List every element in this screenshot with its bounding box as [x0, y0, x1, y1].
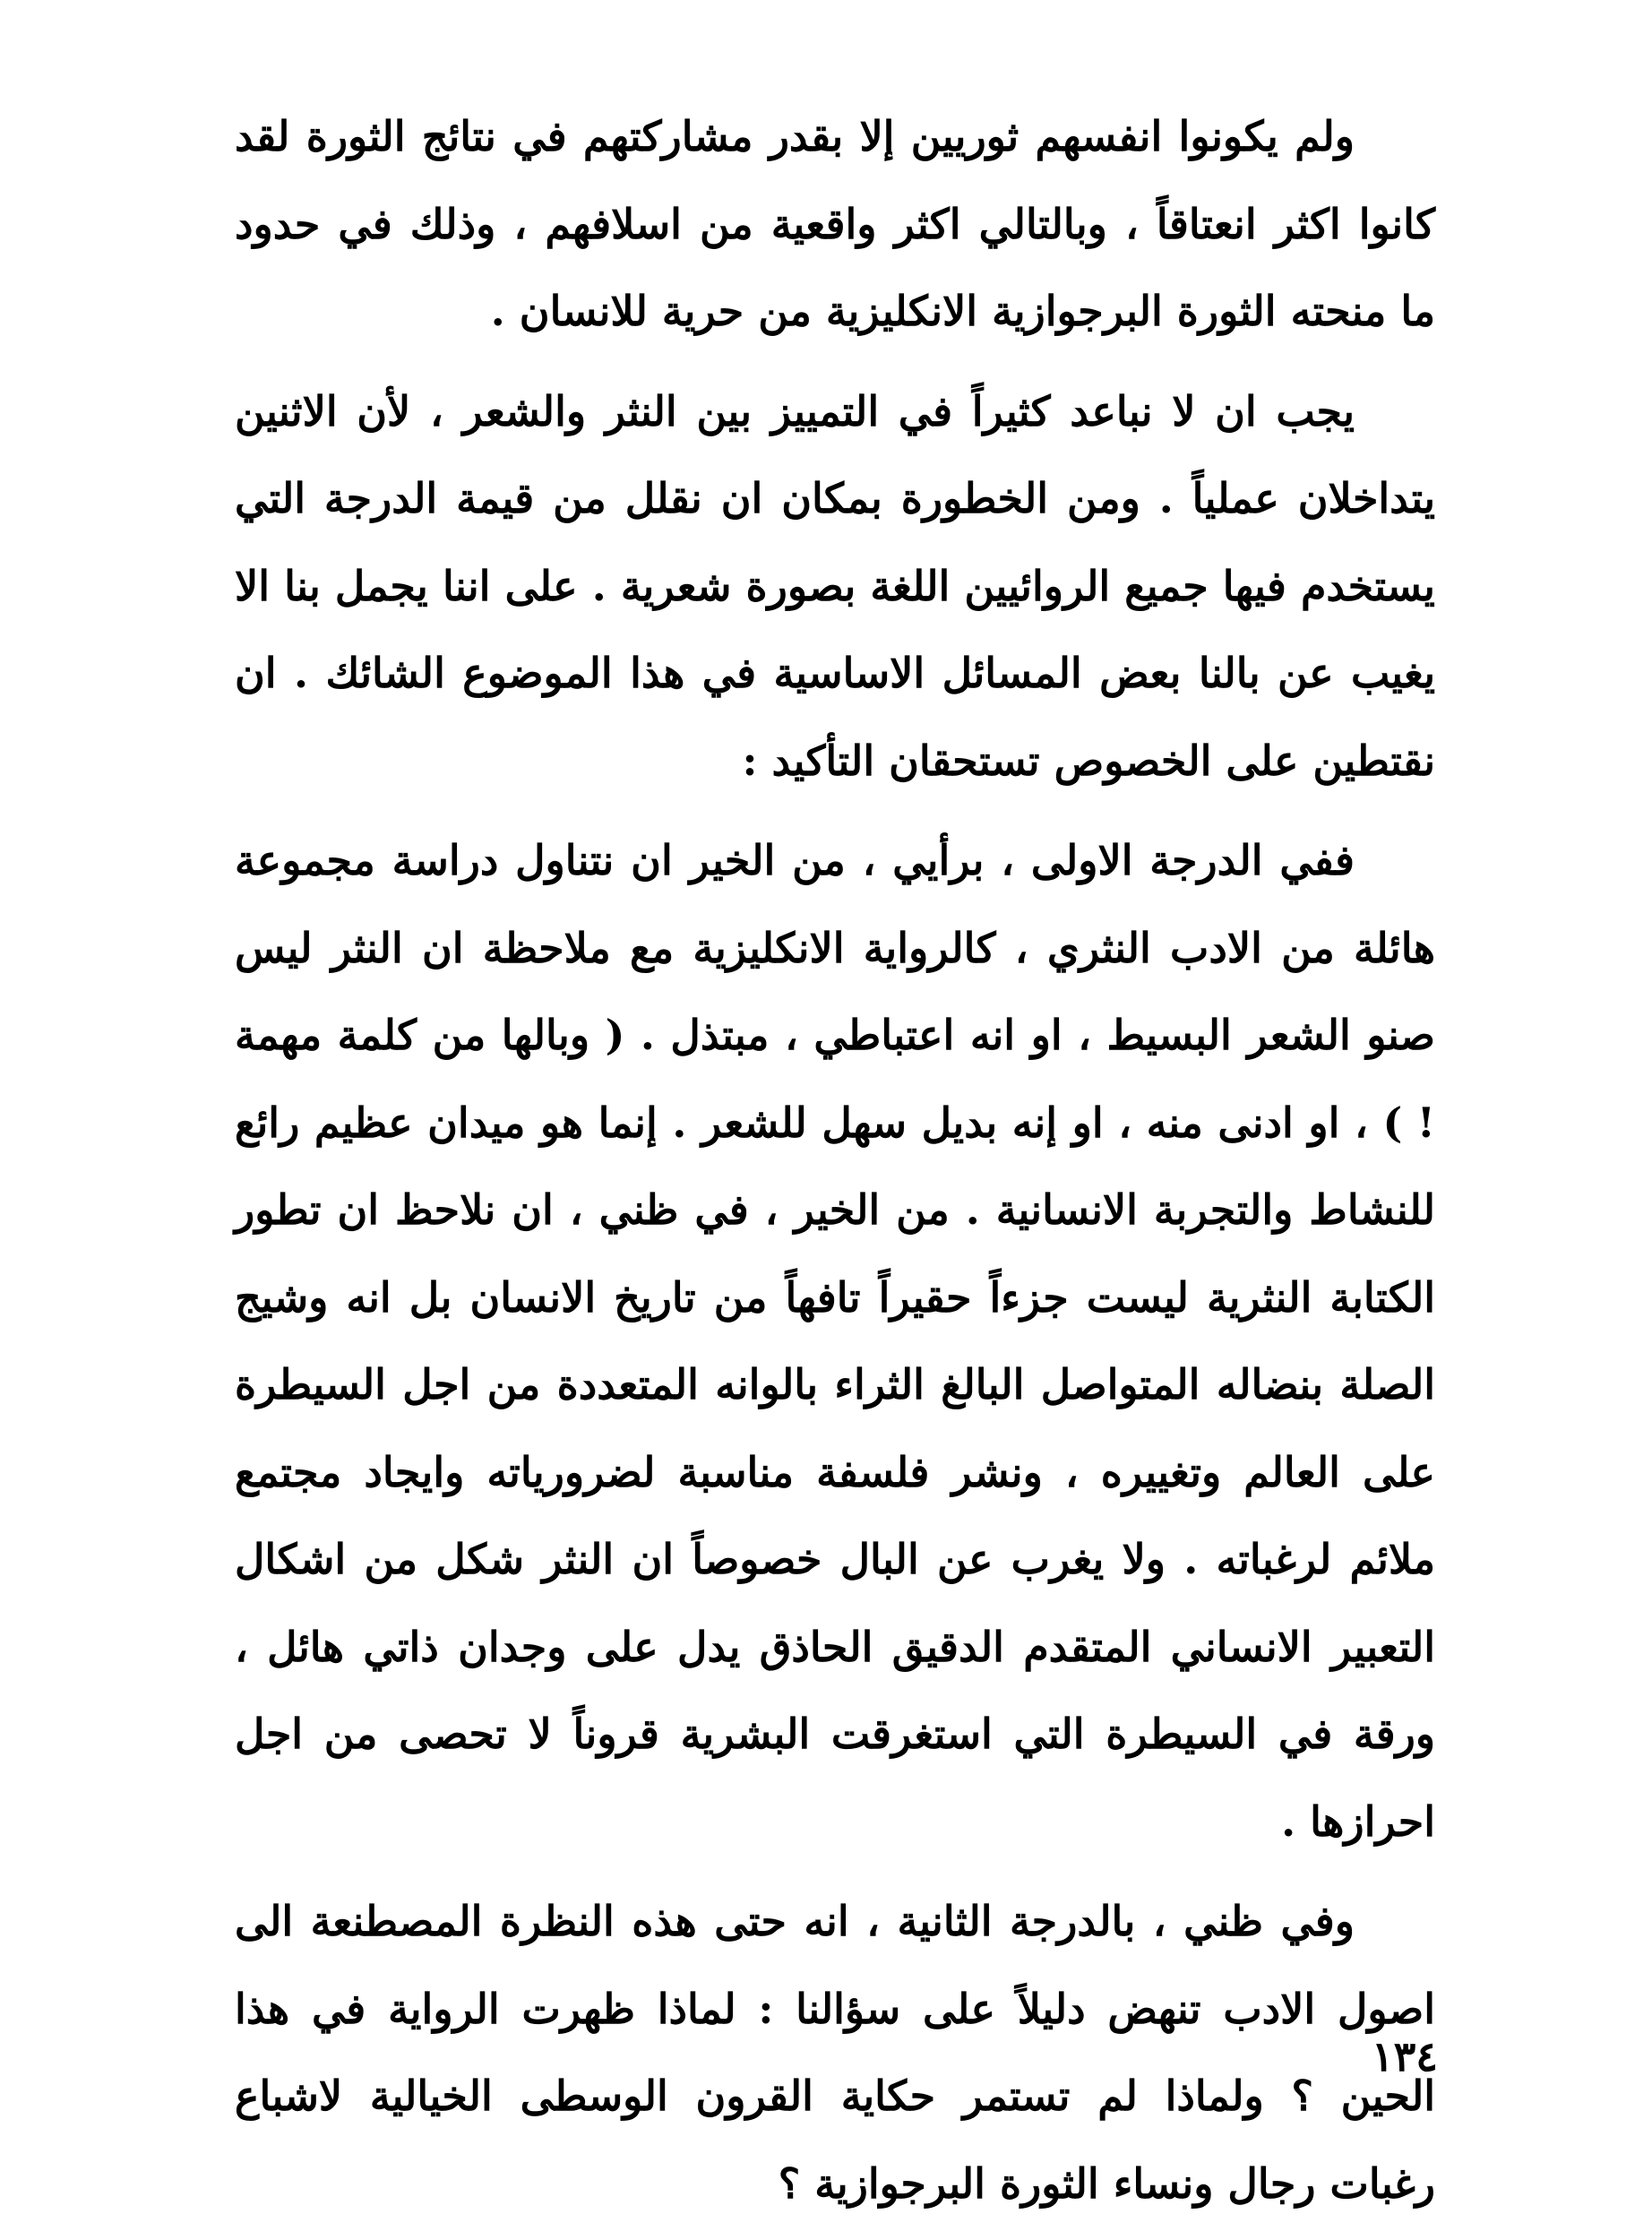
- paragraph-2: يجب ان لا نباعد كثيراً في التمييز بين النثر والشعر ، لأن الاثنين يتداخلان عملياً . ومن الخطورة بمكان ان نقلل من قيمة الدرجة التي يستخدم فيها جميع الروائيين اللغة بصورة شعرية . على اننا يجمل بنا الا يغيب عن بالنا بعض المسائل الاساسية في هذا الموضوع الشائك . ان نقتطين على الخصوص تستحقان التأكيد :: [235, 386, 1435, 785]
- paragraph-3: ففي الدرجة الاولى ، برأيي ، من الخير ان نتناول دراسة مجموعة هائلة من الادب النثري ، كالرواية الانكليزية مع ملاحظة ان النثر ليس صنو الشعر البسيط ، او انه اعتباطي ، مبتذل . ( وبالها من كلمة مهمة ! ) ، او ادنى منه ، او إنه بديل سهل للشعر . إنما هو ميدان عظيم رائع للنشاط والتجربة الانسانية . من الخير ، في ظني ، ان نلاحظ ان تطور الكتابة النثرية ليست جزءاً حقيراً تافهاً من تاريخ الانسان بل انه وشيج الصلة بنضاله المتواصل البالغ الثراء بالوانه المتعددة من اجل السيطرة على العالم وتغييره ، ونشر فلسفة مناسبة لضرورياته وايجاد مجتمع ملائم لرغباته . ولا يغرب عن البال خصوصاً ان النثر شكل من اشكال التعبير الانساني المتقدم الدقيق الحاذق يدل على وجدان ذاتي هائل ، ورقة في السيطرة التي استغرقت البشرية قروناً لا تحصى من اجل احرازها .: [235, 836, 1435, 1846]
- page-number: ١٣٤: [1371, 2032, 1438, 2081]
- paragraph-4: وفي ظني ، بالدرجة الثانية ، انه حتى هذه النظرة المصطنعة الى اصول الادب تنهض دليلاً على سؤالنا : لماذا ظهرت الرواية في هذا الحين ؟ ولماذا لم تستمر حكاية القرون الوسطى الخيالية لاشباع رغبات رجال ونساء الثورة البرجوازية ؟: [235, 1897, 1435, 2208]
- body-text: [235, 93, 1435, 2240]
- paragraph-1: ولم يكونوا انفسهم ثوريين إلا بقدر مشاركتهم في نتائج الثورة لقد كانوا اكثر انعتاقاً ، وبالتالي اكثر واقعية من اسلافهم ، وذلك في حدود ما منحته الثورة البرجوازية الانكليزية من حرية للانسان .: [235, 112, 1435, 335]
